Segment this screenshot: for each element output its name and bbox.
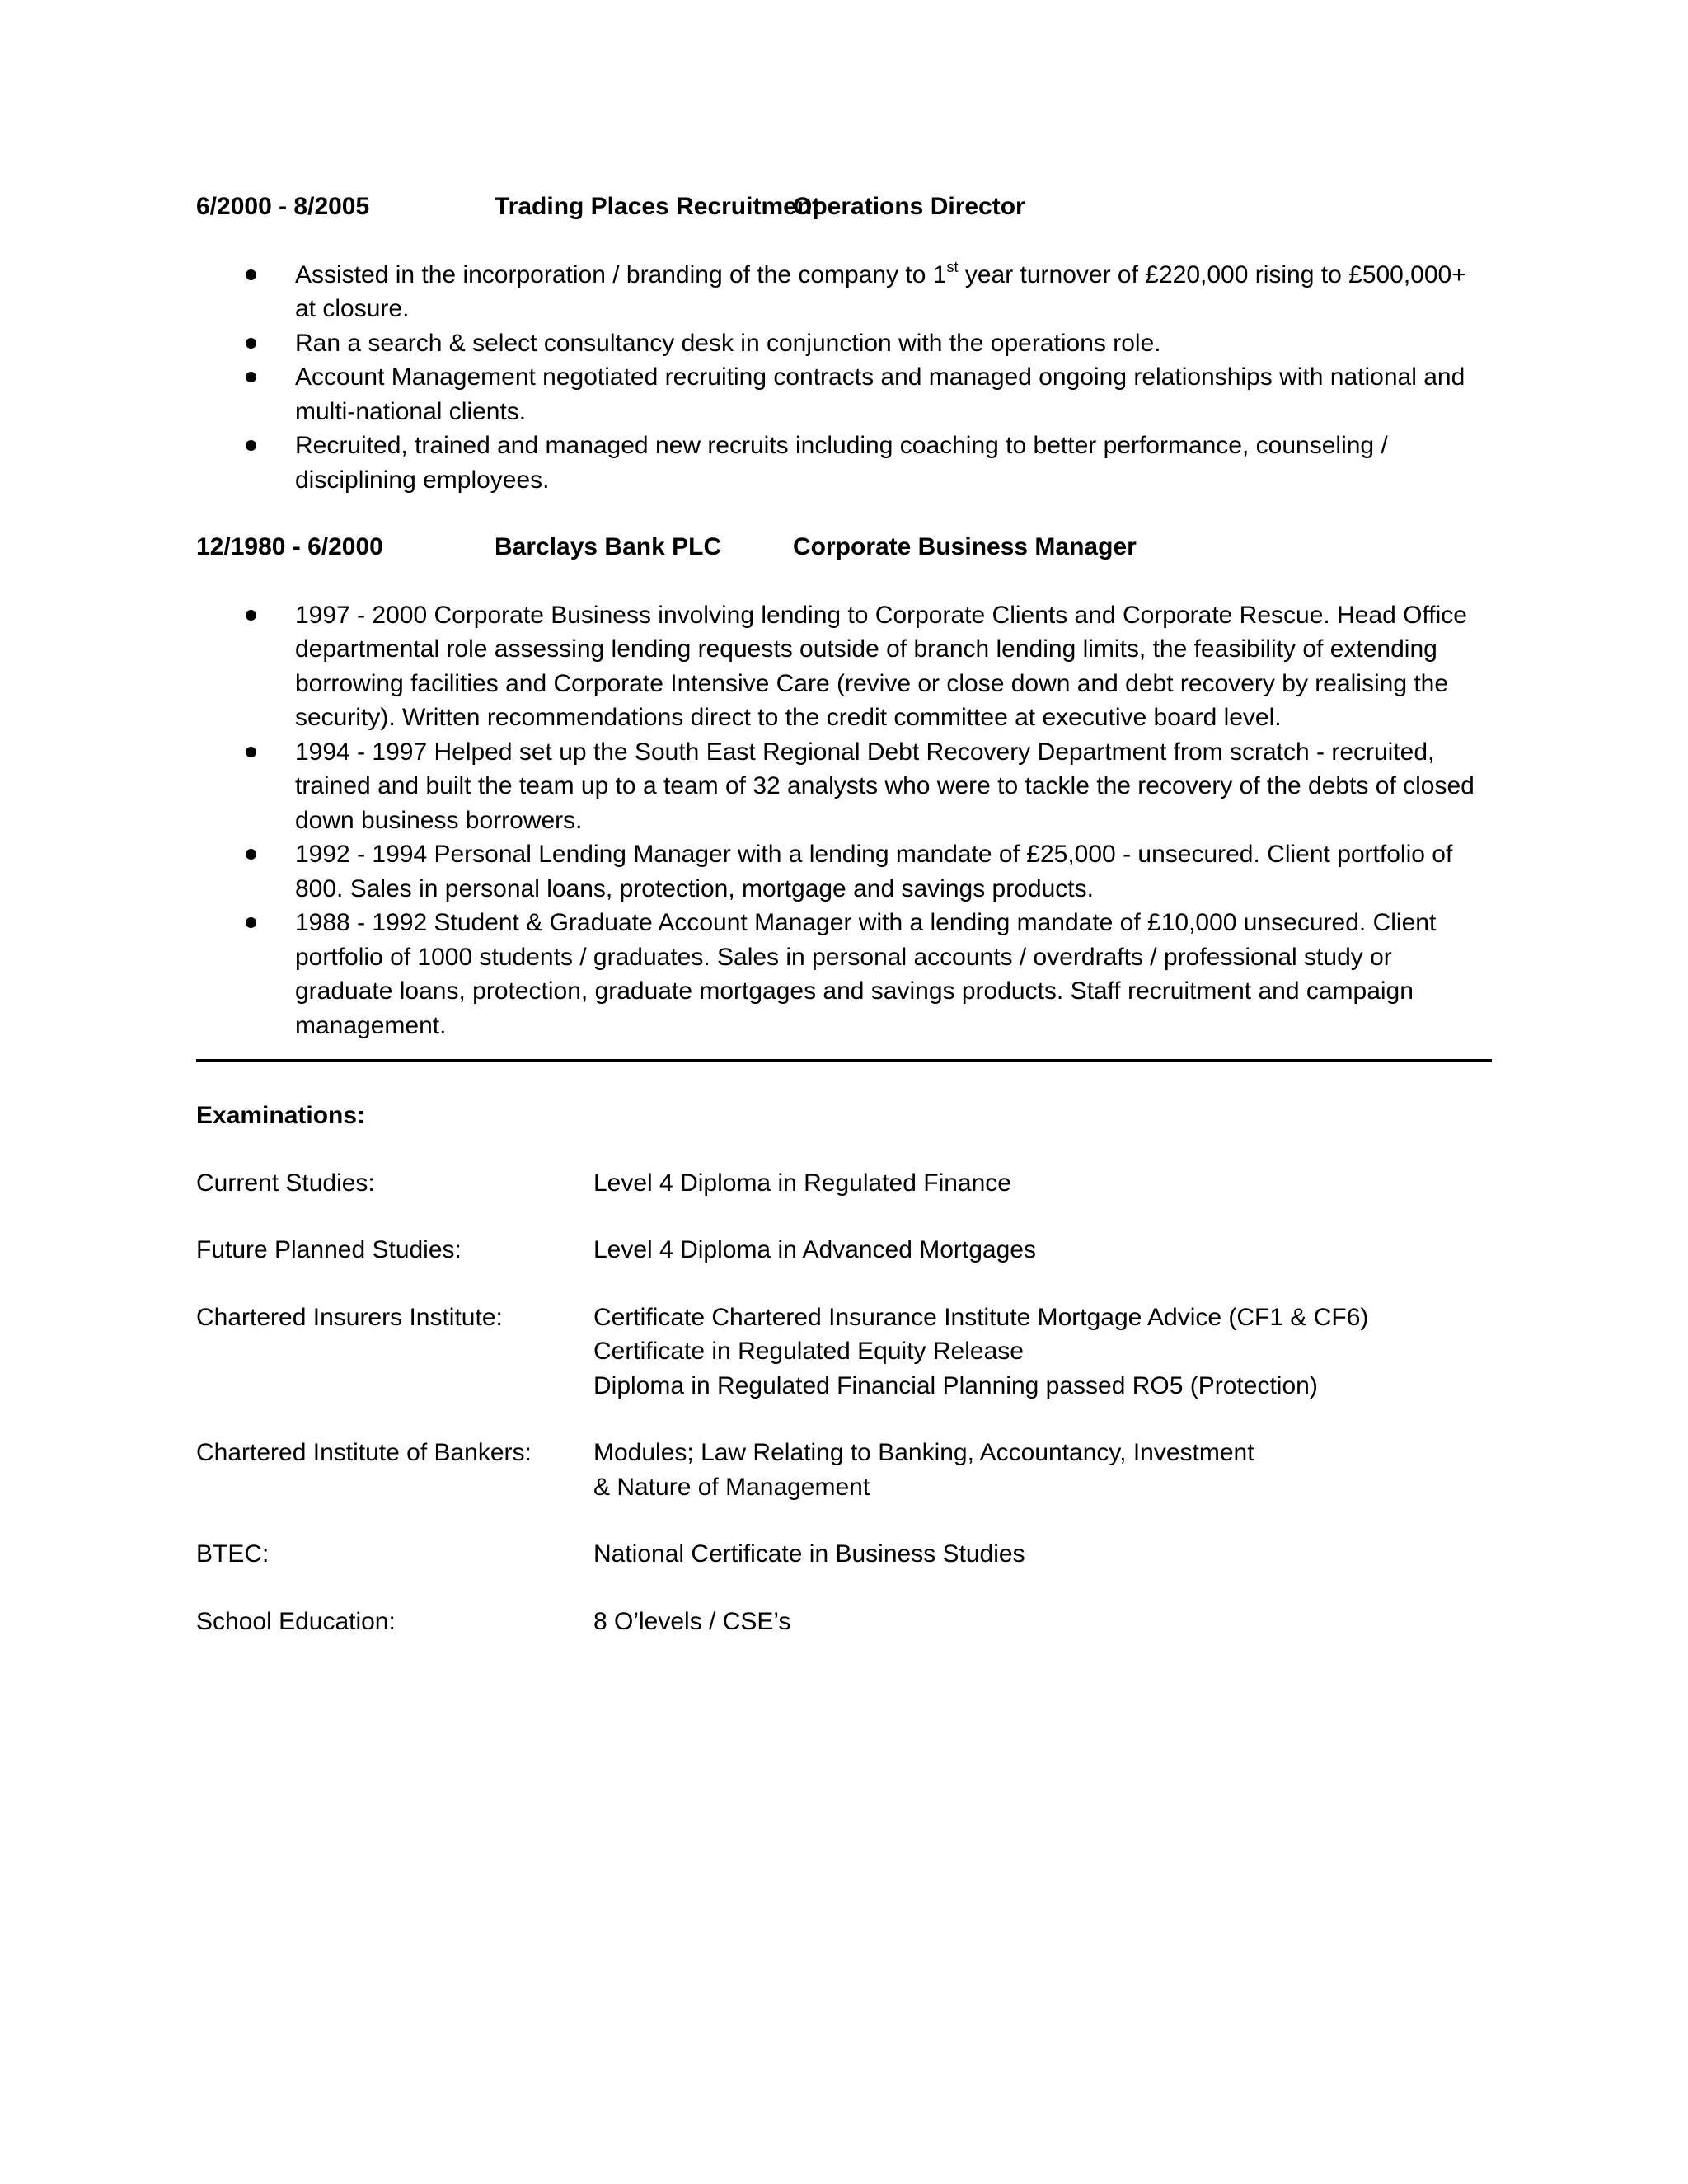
exam-value: National Certificate in Business Studies	[593, 1540, 1025, 1568]
section-spacer	[196, 497, 1492, 530]
job-bullet-text: 1988 - 1992 Student & Graduate Account Manager with a lending mandate of £10,000 unsecured. Client portfolio of 1000 students / graduates. Sales in personal accounts / overdrafts / professional study or graduate loans, protection, graduate mortgages and savings products. Staff recruitment and campaign management.	[295, 909, 1437, 1039]
job-bullet	[196, 258, 1492, 326]
exam-value: Certificate Chartered Insurance Institute Mortgage Advice (CF1 & CF6) Certificate in Regulated Equity Release Diploma in Regulated Financial Planning passed RO5 (Protection)	[593, 1303, 1369, 1399]
job-bullet-text: Ran a search & select consultancy desk in conjunction with the operations role.	[295, 329, 1161, 357]
job-header	[196, 530, 1492, 565]
job-bullet	[196, 837, 1492, 906]
job-bullet-list	[196, 598, 1492, 1043]
bullet-icon	[246, 269, 256, 280]
job-bullet	[196, 326, 1492, 361]
job-entry	[196, 190, 1492, 497]
job-role: Operations Director	[793, 193, 1025, 220]
job-bullet-text: 1997 - 2000 Corporate Business involving lending to Corporate Clients and Corporate Rescue. Head Office departmental role assessing lending requests outside of branch lending limits, the feasibility of extending borrowing facilities and Corporate Intensive Care (revive or close down and debt recovery by realising the security). Written recommendations direct to the credit committee at executive board level.	[295, 601, 1467, 731]
job-bullet-text: Account Management negotiated recruiting contracts and managed ongoing relationships with national and multi-national clients.	[295, 363, 1465, 425]
job-bullet-text: 1992 - 1994 Personal Lending Manager with a lending mandate of £25,000 - unsecured. Client portfolio of 800. Sales in personal loans, protection, mortgage and savings products.	[295, 841, 1453, 902]
exam-value: Level 4 Diploma in Advanced Mortgages	[593, 1236, 1036, 1263]
bullet-icon	[246, 338, 256, 349]
exam-value: 8 O’levels / CSE’s	[593, 1607, 791, 1635]
exam-value: Modules; Law Relating to Banking, Accountancy, Investment & Nature of Management	[593, 1439, 1254, 1501]
job-company: Barclays Bank PLC	[495, 533, 722, 560]
exam-label: BTEC:	[196, 1540, 270, 1568]
exam-row	[196, 1301, 1492, 1404]
job-company: Trading Places Recruitment	[495, 193, 821, 220]
bullet-icon	[246, 747, 256, 757]
exam-label: School Education:	[196, 1607, 396, 1635]
exam-label: Chartered Insurers Institute:	[196, 1303, 503, 1331]
job-bullet-text-start: Assisted in the incorporation / branding of the company to 1	[295, 260, 947, 288]
bullet-icon	[246, 372, 256, 382]
job-bullet	[196, 598, 1492, 735]
bullet-icon	[246, 440, 256, 451]
job-header	[196, 190, 1492, 224]
exam-row	[196, 1537, 1492, 1572]
job-bullet-list	[196, 258, 1492, 498]
job-bullet	[196, 429, 1492, 497]
job-bullet	[196, 360, 1492, 429]
exam-row	[196, 1233, 1492, 1268]
job-bullet	[196, 906, 1492, 1043]
job-bullet	[196, 735, 1492, 838]
job-bullet-text: Recruited, trained and managed new recruits including coaching to better performance, counseling / disciplining employees.	[295, 432, 1388, 494]
bullet-icon	[246, 917, 256, 928]
exam-value: Level 4 Diploma in Regulated Finance	[593, 1169, 1011, 1197]
examinations-heading: Examinations:	[196, 1102, 366, 1129]
exam-row	[196, 1605, 1492, 1639]
job-dates: 6/2000 - 8/2005	[196, 193, 370, 220]
job-role: Corporate Business Manager	[793, 533, 1137, 560]
bullet-icon	[246, 849, 256, 860]
exam-row	[196, 1166, 1492, 1201]
exam-row	[196, 1436, 1492, 1504]
job-bullet-superscript: st	[946, 258, 959, 275]
cv-content	[196, 190, 1492, 1638]
job-dates: 12/1980 - 6/2000	[196, 533, 383, 560]
examinations-section	[196, 1099, 1492, 1638]
job-bullet-text-end: year turnover of £220,000 rising to £500,000+ at closure.	[295, 260, 1466, 322]
horizontal-divider	[196, 1059, 1492, 1062]
exam-label: Chartered Institute of Bankers:	[196, 1439, 532, 1466]
exam-label: Future Planned Studies:	[196, 1236, 462, 1263]
bullet-icon	[246, 610, 256, 621]
exam-label: Current Studies:	[196, 1169, 375, 1197]
job-entry	[196, 530, 1492, 1043]
job-bullet-text: 1994 - 1997 Helped set up the South East Regional Debt Recovery Department from scratch - recruited, trained and built the team up to a team of 32 analysts who were to tackle the recovery of the debts of closed down business borrowers.	[295, 738, 1475, 834]
